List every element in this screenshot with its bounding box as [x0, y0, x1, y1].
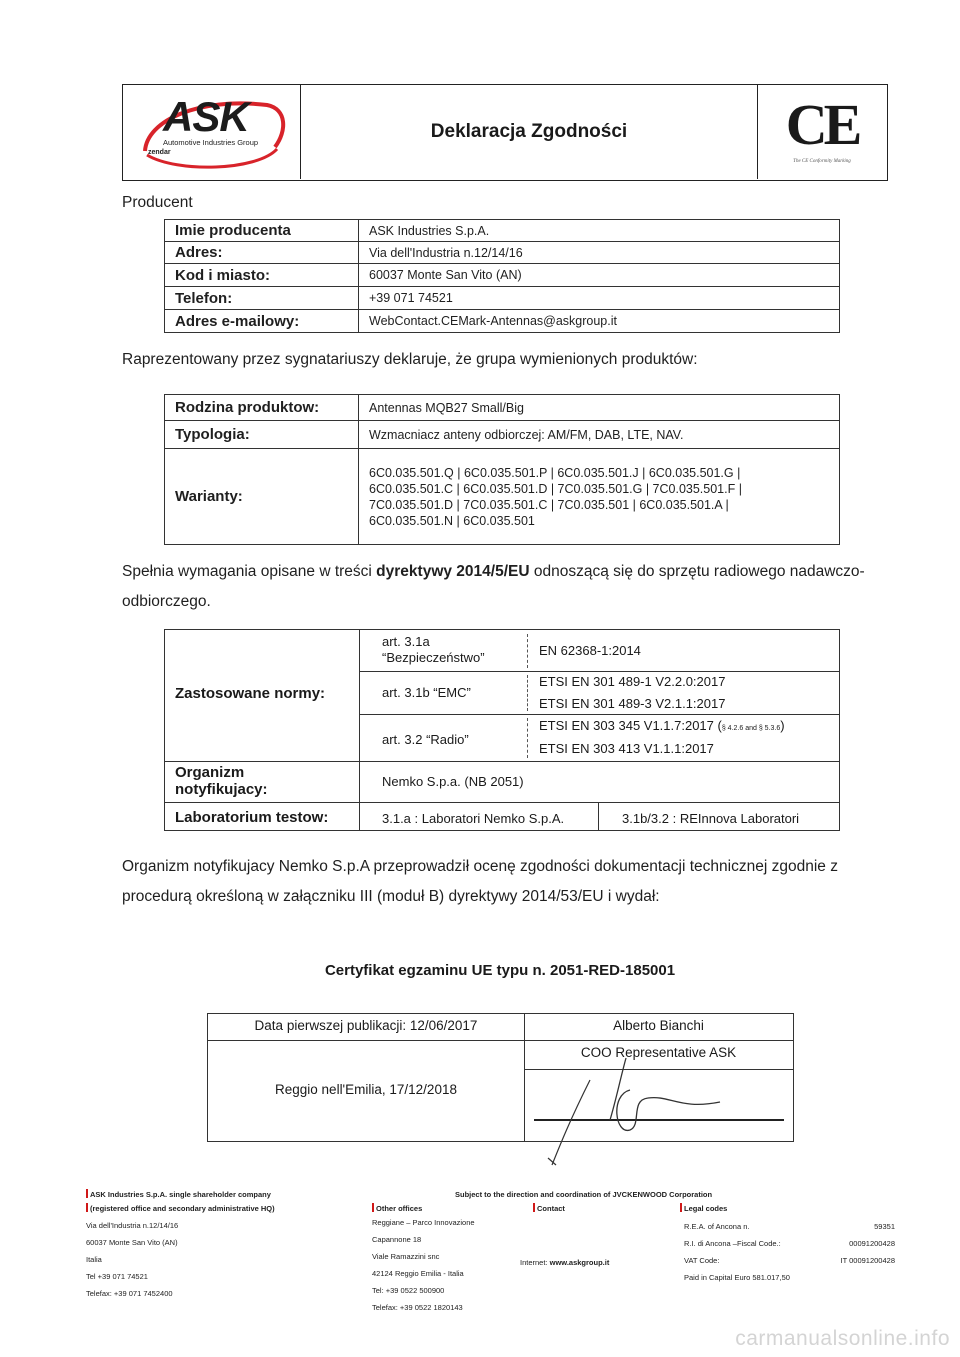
- row-label: Adres e-mailowy:: [165, 310, 359, 333]
- notified-body-label-1: Organizm: [175, 764, 245, 781]
- row-value: 60037 Monte San Vito (AN): [359, 264, 840, 287]
- row-value: Wzmacniacz anteny odbiorczej: AM/FM, DAB, LTE, NAV.: [359, 421, 840, 449]
- row-value: ASK Industries S.p.A.: [359, 220, 840, 242]
- article-3-1a-subtitle: “Bezpieczeństwo”: [382, 650, 485, 665]
- footer-hq-line: Telefax: +39 071 7452400: [86, 1289, 173, 1298]
- publication-date: Data pierwszej publikacji: 12/06/2017: [254, 1018, 478, 1033]
- footer-website-link[interactable]: www.askgroup.it: [549, 1258, 610, 1267]
- footer-hq-line: Tel +39 071 74521: [86, 1272, 148, 1281]
- row-value: Via dell'Industria n.12/14/16: [359, 242, 840, 264]
- row-label: Telefon:: [165, 287, 359, 310]
- requirements-text: [122, 557, 902, 617]
- footer-company: [86, 1188, 271, 1202]
- table-row: [165, 220, 840, 242]
- product-table: [164, 394, 840, 545]
- notified-body-value: Nemko S.p.a. (NB 2051): [382, 774, 524, 789]
- standards-label: Zastosowane normy:: [175, 685, 326, 702]
- requirements-before: Spełnia wymagania opisane w treści: [122, 563, 377, 580]
- variants-list: [359, 449, 840, 545]
- lab-nemko: 3.1.a : Laboratori Nemko S.p.A.: [382, 811, 565, 826]
- notified-body-label-2: notyfikujacy:: [175, 781, 268, 798]
- standard-etsi-303-345: [539, 718, 785, 733]
- watermark: carmanualsonline.info: [735, 1327, 950, 1350]
- red-bar: [86, 1189, 88, 1198]
- legal-key: R.I. di Ancona –Fiscal Code.:: [684, 1239, 781, 1248]
- footer-other-line: Telefax: +39 0522 1820143: [372, 1303, 463, 1312]
- divider: [524, 1014, 525, 1141]
- footer-other-line: 42124 Reggio Emilia - Italia: [372, 1269, 464, 1278]
- table-row: [165, 395, 840, 421]
- red-bar: [372, 1203, 374, 1212]
- footer-contact-internet: [520, 1256, 609, 1270]
- row-value: +39 071 74521: [359, 287, 840, 310]
- notified-text-line2: procedurą określoną w załączniku III (moduł B) dyrektywy 2014/53/EU i wydał:: [122, 888, 660, 905]
- table-row: [165, 264, 840, 287]
- table-row: [165, 242, 840, 264]
- divider: [359, 671, 839, 672]
- footer-other-line: Tel: +39 0522 500900: [372, 1286, 445, 1295]
- standard-etsi-301-489-1: ETSI EN 301 489-1 V2.2.0:2017: [539, 674, 726, 689]
- footer-other-title: Other offices: [376, 1204, 423, 1213]
- ce-mark-icon: CE: [785, 92, 859, 157]
- table-row: [165, 421, 840, 449]
- footer-legal: [680, 1202, 895, 1285]
- footer-hq-line: Italia: [86, 1255, 102, 1264]
- legal-row: [680, 1220, 895, 1234]
- standard-en62368: EN 62368-1:2014: [539, 643, 641, 658]
- table-row: [165, 287, 840, 310]
- divider: [598, 803, 599, 830]
- article-3-1b: art. 3.1b “EMC”: [382, 685, 471, 700]
- notified-text-line1: Organizm notyfikujacy Nemko S.p.A przeprowadził ocenę zgodności dokumentacji technicznej zgodnie z: [122, 858, 838, 875]
- divider: [165, 802, 839, 803]
- dashed-divider: [527, 675, 528, 711]
- variants-line: 7C0.035.501.D | 7C0.035.501.C | 7C0.035.501 | 6C0.035.501.A |: [369, 497, 729, 512]
- variants-line: 6C0.035.501.N | 6C0.035.501: [369, 513, 535, 528]
- document-header: [122, 84, 888, 181]
- red-bar: [680, 1203, 682, 1212]
- notified-body-label: [175, 764, 268, 798]
- footer-contact: [533, 1202, 565, 1216]
- footer-hq-line: Via dell'Industria n.12/14/16: [86, 1221, 179, 1230]
- dashed-divider: [527, 718, 528, 758]
- legal-row: [680, 1271, 895, 1285]
- legal-value: 00091200428: [849, 1239, 895, 1248]
- dashed-divider: [527, 634, 528, 668]
- divider: [165, 761, 839, 762]
- legal-key: VAT Code:: [684, 1256, 720, 1265]
- lab-label: Laboratorium testow:: [175, 809, 329, 826]
- article-3-1a-title: art. 3.1a: [382, 634, 430, 649]
- row-label: Imie producenta: [165, 220, 359, 242]
- place-and-date: Reggio nell'Emilia, 17/12/2018: [275, 1082, 457, 1097]
- divider: [359, 630, 360, 830]
- signature-icon: [530, 1040, 730, 1170]
- standard-close-paren: ): [780, 718, 785, 733]
- declaration-text: Raprezentowany przez sygnatariuszy deklaruje, że grupa wymienionych produktów:: [122, 351, 698, 368]
- variants-label: Warianty:: [165, 449, 359, 545]
- signatory-role: COO Representative ASK: [580, 1045, 737, 1060]
- ce-mark-box: [757, 85, 887, 179]
- requirements-after: odnoszącą się do sprzętu radiowego nadawczo-: [529, 563, 865, 580]
- red-bar: [533, 1203, 535, 1212]
- footer-contact-title: Contact: [537, 1204, 565, 1213]
- footer-subject-text: Subject to the direction and coordination of JVCKENWOOD Corporation: [455, 1190, 713, 1199]
- footer-other-offices: [372, 1202, 475, 1315]
- company-logo: [123, 85, 301, 179]
- standard-clauses: § 4.2.6 and § 5.3.6: [721, 725, 781, 732]
- logo-group-name: zendar: [148, 149, 171, 156]
- legal-value: 59351: [874, 1222, 895, 1231]
- variants-line: 6C0.035.501.C | 6C0.035.501.D | 7C0.035.501.G | 7C0.035.501.F |: [369, 481, 742, 496]
- footer-hq: [86, 1202, 275, 1301]
- signatory-name: Alberto Bianchi: [613, 1018, 704, 1033]
- logo-wordmark: ASK: [163, 93, 249, 140]
- row-label: Kod i miasto:: [165, 264, 359, 287]
- footer-hq-line: 60037 Monte San Vito (AN): [86, 1238, 178, 1247]
- footer-contact-label: Internet:: [520, 1258, 550, 1267]
- producer-table: [164, 219, 840, 333]
- footer-subject: [455, 1188, 712, 1202]
- table-row: [165, 310, 840, 333]
- article-3-2: art. 3.2 “Radio”: [382, 732, 469, 747]
- footer-other-line: Viale Ramazzini snc: [372, 1252, 440, 1261]
- footer-company-name: ASK Industries S.p.A. single shareholder company: [90, 1190, 271, 1199]
- row-label: Rodzina produktow:: [165, 395, 359, 421]
- legal-key: R.E.A. of Ancona n.: [684, 1222, 750, 1231]
- footer-hq-title: (registered office and secondary administrative HQ): [90, 1204, 275, 1213]
- notified-text: [122, 852, 902, 912]
- legal-value: IT 00091200428: [840, 1256, 895, 1265]
- row-label: Typologia:: [165, 421, 359, 449]
- directive-name: dyrektywy 2014/5/EU: [376, 563, 530, 580]
- legal-row: [680, 1237, 895, 1251]
- lab-reinnova: 3.1b/3.2 : REInnova Laboratori: [622, 811, 800, 826]
- ce-caption: The CE Conformity Marking: [793, 159, 851, 164]
- variants-line: 6C0.035.501.Q | 6C0.035.501.P | 6C0.035.501.J | 6C0.035.501.G |: [369, 465, 741, 480]
- logo-tagline: Automotive Industries Group: [163, 138, 259, 147]
- row-value: WebContact.CEMark-Antennas@askgroup.it: [359, 310, 840, 333]
- footer-other-line: Capannone 18: [372, 1235, 422, 1244]
- standard-etsi-301-489-3: ETSI EN 301 489-3 V2.1.1:2017: [539, 696, 726, 711]
- red-bar: [86, 1203, 88, 1212]
- standard-etsi-303-413: ETSI EN 303 413 V1.1.1:2017: [539, 741, 714, 756]
- requirements-line2: odbiorczego.: [122, 593, 211, 610]
- footer-other-line: Reggiane – Parco Innovazione: [372, 1218, 475, 1227]
- standards-table: [164, 629, 840, 831]
- row-value: Antennas MQB27 Small/Big: [359, 395, 840, 421]
- divider: [359, 714, 839, 715]
- legal-key: Paid in Capital Euro 581.017,50: [684, 1273, 790, 1282]
- table-row: [165, 449, 840, 545]
- certificate-number: Certyfikat egzaminu UE typu n. 2051-RED-185001: [324, 962, 676, 979]
- standard-etsi-303-345-text: ETSI EN 303 345 V1.1.7:2017 (: [539, 718, 722, 733]
- producer-heading: Producent: [122, 194, 193, 211]
- legal-row: [680, 1254, 895, 1268]
- row-label: Adres:: [165, 242, 359, 264]
- article-3-1a: [382, 634, 485, 666]
- footer-legal-title: Legal codes: [684, 1204, 728, 1213]
- document-title: Deklaracja Zgodności: [430, 121, 628, 142]
